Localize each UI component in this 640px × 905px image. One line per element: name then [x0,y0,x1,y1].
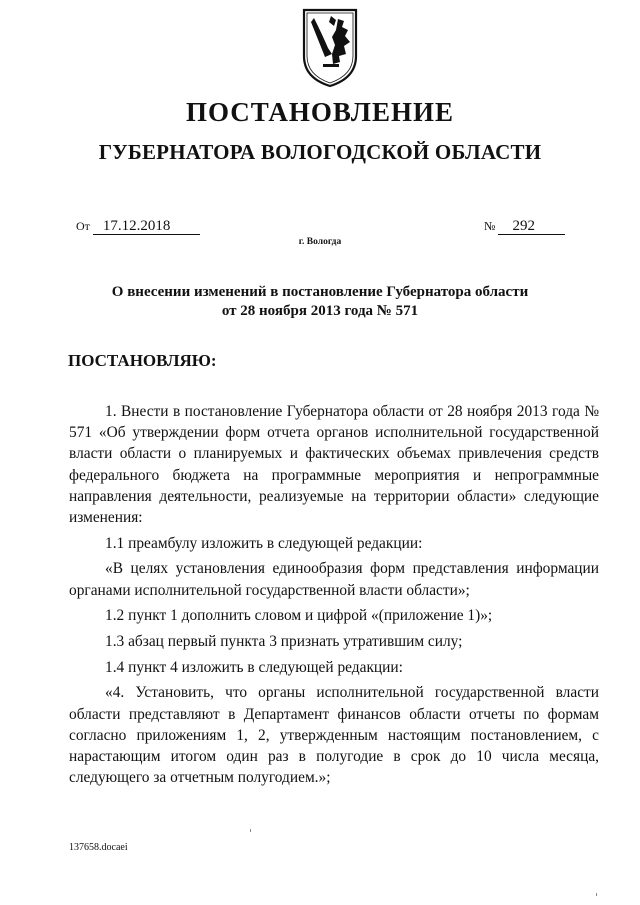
document-body [69,401,599,788]
scan-speck [250,829,251,832]
subject-line: О внесении изменений в постановление Губернатора области [111,284,529,300]
body-paragraph: 1.4 пункт 4 изложить в следующей редакции: [105,658,403,676]
number-value: 292 [498,218,565,235]
file-reference: 137658.docaei [69,842,128,853]
date-value: 17.12.2018 [93,218,201,235]
body-paragraph: 1. Внести в постановление Губернатора области от 28 ноября 2013 года № 571 «Об утверждении форм отчета органов исполнительной государственной власти области о планируемых и фактических объемах привлечения средств федерального бюджета на программные мероприятия и непрограммные направления деятельности, реализуемые на территории области» следующие изменения: [69,403,599,527]
date-field [76,218,200,235]
number-field [484,218,565,235]
body-paragraph: 1.3 абзац первый пункта 3 признать утратившим силу; [105,633,463,651]
number-prefix: № [484,219,496,233]
coat-of-arms-emblem [298,4,362,88]
subject-line: от 28 ноября 2013 года № 571 [221,303,419,319]
document-title: ПОСТАНОВЛЕНИЕ [185,97,455,127]
date-prefix: От [76,219,90,233]
body-paragraph: «В целях установления единообразия форм представления информации органами исполнительной государственной власти области»; [69,560,599,599]
decree-heading: ПОСТАНОВЛЯЮ: [68,351,217,370]
document-subtitle: ГУБЕРНАТОРА ВОЛОГОДСКОЙ ОБЛАСТИ [98,140,542,164]
body-paragraph: 1.2 пункт 1 дополнить словом и цифрой «(приложение 1)»; [105,607,493,625]
scan-speck [596,893,597,896]
coat-of-arms-icon [298,4,362,88]
document-subject [0,283,640,321]
city-label: г. Вологда [298,237,342,247]
body-paragraph: 1.1 преамбулу изложить в следующей редакции: [105,534,423,552]
body-paragraph: «4. Установить, что органы исполнительной государственной власти области представляют в Департамент финансов области отчеты по формам согласно приложениям 1, 2, утвержденным настоящим постановлением, с нарастающим итогом один раз в полугодие в срок до 10 числа месяца, следующего за отчетным полугодием.»; [69,684,599,787]
